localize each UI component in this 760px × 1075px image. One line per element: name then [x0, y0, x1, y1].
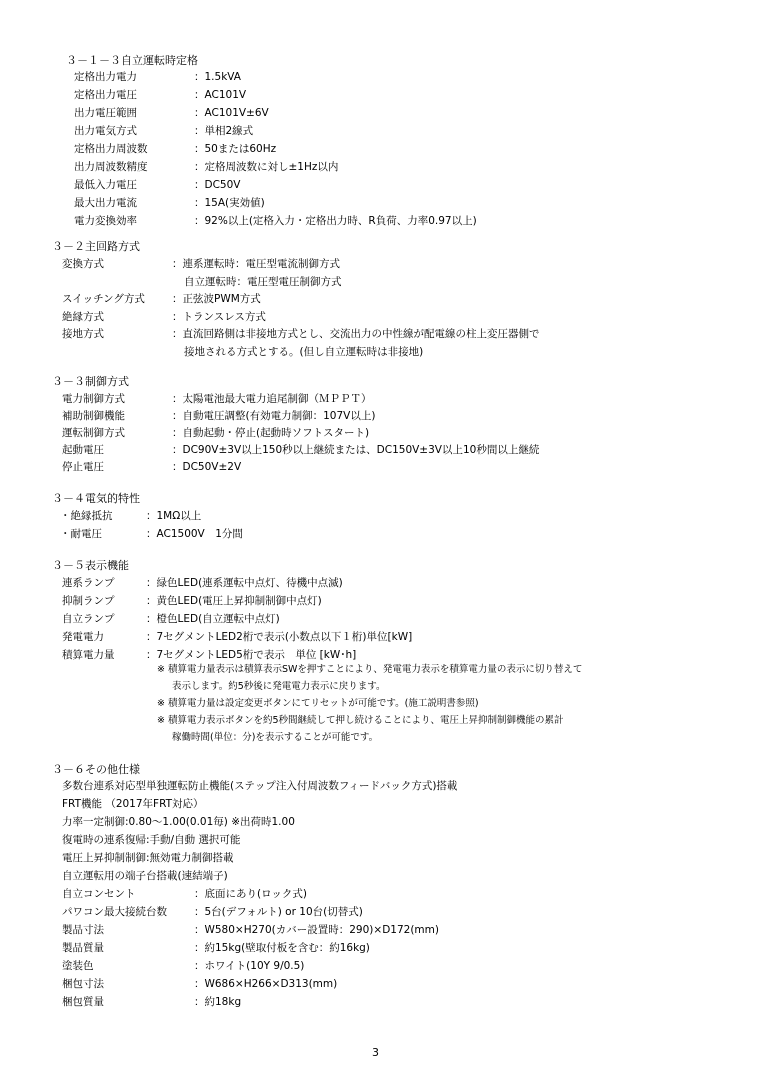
spec-value: ：底面にあり(ロック式) — [194, 888, 307, 900]
spec-label: 塗装色 — [62, 960, 94, 972]
spec-label: 発電電力 — [62, 631, 104, 643]
spec-value: ：DC90V±3V以上150秒以上継続または、DC150V±3V以上10秒間以上継続 — [172, 444, 540, 456]
section-3-2-title: ３－２主回路方式 — [52, 240, 140, 253]
spec-label: 梱包質量 — [62, 996, 104, 1008]
spec-value: ：緑色LED(連系運転中点灯、待機中点滅) — [146, 577, 343, 589]
section-3-5-title: ３－５表示機能 — [52, 559, 129, 572]
spec-line: 力率一定制御:0.80～1.00(0.01毎) ※出荷時1.00 — [62, 816, 295, 828]
spec-label: 補助制御機能 — [62, 410, 125, 422]
spec-label: 自立ランプ — [62, 613, 115, 625]
spec-label: 定格出力電圧 — [74, 89, 137, 101]
spec-value: ：連系運転時：電圧型電流制御方式 — [172, 258, 340, 270]
spec-value: ：W580×H270(カバー設置時：290)×D172(mm) — [194, 924, 439, 936]
spec-value: ：トランスレス方式 — [172, 311, 266, 323]
section-3-3-title: ３－３制御方式 — [52, 375, 129, 388]
spec-label: パワコン最大接続台数 — [62, 906, 167, 918]
page-number: 3 — [372, 1046, 379, 1059]
spec-line: 復電時の連系復帰:手動/自動 選択可能 — [62, 834, 241, 846]
spec-value: ：7セグメントLED2桁で表示(小数点以下１桁)単位[kW] — [146, 631, 413, 643]
spec-value: ：1MΩ以上 — [146, 510, 202, 522]
spec-line: 電圧上昇抑制制御:無効電力制御搭載 — [62, 852, 234, 864]
spec-label: 出力電圧範囲 — [74, 107, 137, 119]
spec-value: ：15A(実効値) — [194, 197, 265, 209]
spec-value: ：W686×H266×D313(mm) — [194, 978, 338, 990]
spec-label: 定格出力周波数 — [74, 143, 148, 155]
spec-label: 製品寸法 — [62, 924, 104, 936]
spec-value: ：7セグメントLED5桁で表示 単位 [kW･h] — [146, 649, 357, 661]
spec-label: 自立コンセント — [62, 888, 136, 900]
spec-label: 運転制御方式 — [62, 427, 125, 439]
spec-value: ：ホワイト(10Y 9/0.5) — [194, 960, 305, 972]
spec-value: ：AC1500V 1分間 — [146, 528, 243, 540]
spec-value: ：DC50V±2V — [172, 461, 242, 473]
section-3-6-title: ３－６その他仕様 — [52, 763, 140, 776]
spec-value: 接地される方式とする。(但し自立運転時は非接地) — [184, 346, 424, 358]
spec-label: 最大出力電流 — [74, 197, 137, 209]
spec-label: 変換方式 — [62, 258, 104, 270]
spec-line: 多数台連系対応型単独運転防止機能(ステップ注入付周波数フィードバック方式)搭載 — [62, 780, 458, 792]
spec-value: ：92%以上(定格入力・定格出力時、R負荷、力率0.97以上) — [194, 215, 477, 227]
spec-value: ：DC50V — [194, 179, 241, 191]
section-3-1-3-title: ３－１－３自立運転時定格 — [66, 54, 198, 67]
spec-label: スイッチング方式 — [62, 293, 145, 305]
spec-label: 積算電力量 — [62, 649, 115, 661]
spec-value: 自立運転時：電圧型電圧制御方式 — [184, 276, 342, 288]
spec-label: 停止電圧 — [62, 461, 104, 473]
section-3-4-title: ３－４電気的特性 — [52, 492, 140, 505]
spec-label: 絶縁方式 — [62, 311, 104, 323]
spec-label: 出力周波数精度 — [74, 161, 148, 173]
spec-label: 定格出力電力 — [74, 71, 137, 83]
spec-line: FRT機能 （2017年FRT対応） — [62, 798, 204, 810]
spec-label: 出力電気方式 — [74, 125, 137, 137]
spec-value: ：AC101V±6V — [194, 107, 269, 119]
note-text: ※ 積算電力量は設定変更ボタンにてリセットが可能です。(施工説明書参照) — [157, 698, 479, 709]
spec-value: ：約18kg — [194, 996, 242, 1008]
spec-value: ：自動電圧調整(有効電力制御：107V以上) — [172, 410, 376, 422]
spec-label: ・絶縁抵抗 — [60, 510, 113, 522]
spec-label: 連系ランプ — [62, 577, 115, 589]
spec-value: ：5台(デフォルト) or 10台(切替式) — [194, 906, 363, 918]
spec-value: ：約15kg(壁取付板を含む：約16kg) — [194, 942, 370, 954]
note-text: ※ 積算電力表示ボタンを約5秒間継続して押し続けることにより、電圧上昇抑制制御機能の累計 — [157, 715, 564, 726]
spec-value: ：正弦波PWM方式 — [172, 293, 261, 305]
spec-label: 電力制御方式 — [62, 393, 125, 405]
spec-label: 梱包寸法 — [62, 978, 104, 990]
spec-value: ：自動起動・停止(起動時ソフトスタート) — [172, 427, 370, 439]
spec-value: ：直流回路側は非接地方式とし、交流出力の中性線が配電線の柱上変圧器側で — [172, 328, 540, 340]
note-text: 稼働時間(単位：分)を表示することが可能です。 — [172, 732, 379, 743]
spec-value: ：単相2線式 — [194, 125, 254, 137]
spec-value: ：定格周波数に対し±1Hz以内 — [194, 161, 339, 173]
note-text: 表示します。約5秒後に発電電力表示に戻ります。 — [172, 681, 386, 692]
spec-label: 抑制ランプ — [62, 595, 115, 607]
spec-label: 電力変換効率 — [74, 215, 137, 227]
spec-value: ：1.5kVA — [194, 71, 241, 83]
spec-label: ・耐電圧 — [60, 528, 102, 540]
spec-value: ：太陽電池最大電力追尾制御（ＭＰＰＴ） — [172, 393, 372, 405]
spec-line: 自立運転用の端子台搭載(速結端子) — [62, 870, 228, 882]
spec-label: 起動電圧 — [62, 444, 104, 456]
spec-value: ：50または60Hz — [194, 143, 277, 155]
spec-value: ：黄色LED(電圧上昇抑制制御中点灯) — [146, 595, 322, 607]
spec-label: 製品質量 — [62, 942, 104, 954]
note-text: ※ 積算電力量表示は積算表示SWを押すことにより、発電電力表示を積算電力量の表示に切り替えて — [157, 664, 583, 675]
spec-label: 最低入力電圧 — [74, 179, 137, 191]
spec-value: ：橙色LED(自立運転中点灯) — [146, 613, 280, 625]
spec-label: 接地方式 — [62, 328, 104, 340]
spec-value: ：AC101V — [194, 89, 247, 101]
